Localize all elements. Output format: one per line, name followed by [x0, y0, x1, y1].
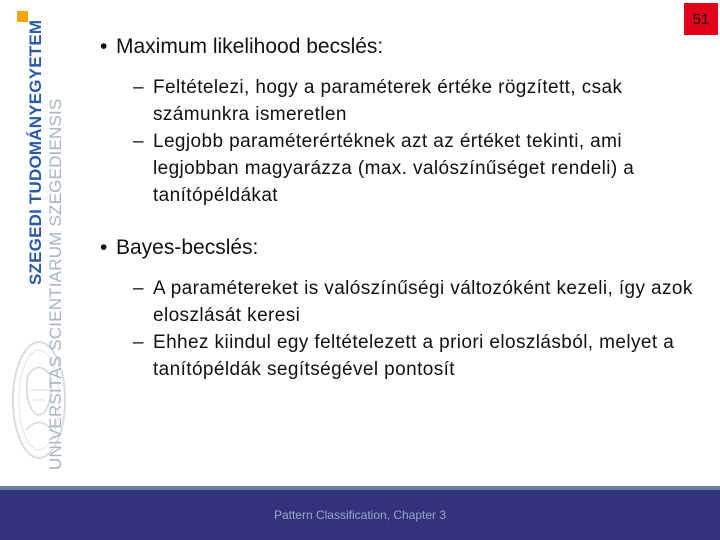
sub-bullet: – Ehhez kiindul egy feltételezett a priori eloszlásból, melyet a tanítópéldák segítségével pontosít [133, 329, 700, 383]
university-seal-icon [8, 335, 70, 465]
slide-content [100, 34, 700, 409]
sub-bullet: – Legjobb paraméterértéknek azt az értéket tekinti, ami legjobban magyarázza (max. valószínűséget rendeli) a tanítópéldákat [133, 128, 700, 209]
university-name-hungarian: SZEGEDI TUDOMÁNYEGYETEM [26, 19, 45, 285]
bullet-group [100, 34, 700, 209]
footer-caption: Pattern Classification, Chapter 3 [273, 508, 447, 522]
bullet-heading: • Bayes-becslés: [100, 235, 700, 261]
footer-bar [0, 490, 720, 540]
page-number-badge: 51 [684, 3, 718, 35]
sub-bullet: – A paramétereket is valószínűségi változóként kezeli, így azok eloszlását keresi [133, 275, 700, 329]
university-name-latin: UNIVERSITAS SCIENTIARUM SZEGEDIENSIS [46, 98, 65, 470]
sub-bullet: – Feltételezi, hogy a paraméterek értéke rögzített, csak számunkra ismeretlen [133, 74, 700, 128]
bullet-heading: • Maximum likelihood becslés: [100, 34, 700, 60]
university-branding-sidebar [0, 0, 65, 480]
bullet-group [100, 235, 700, 383]
